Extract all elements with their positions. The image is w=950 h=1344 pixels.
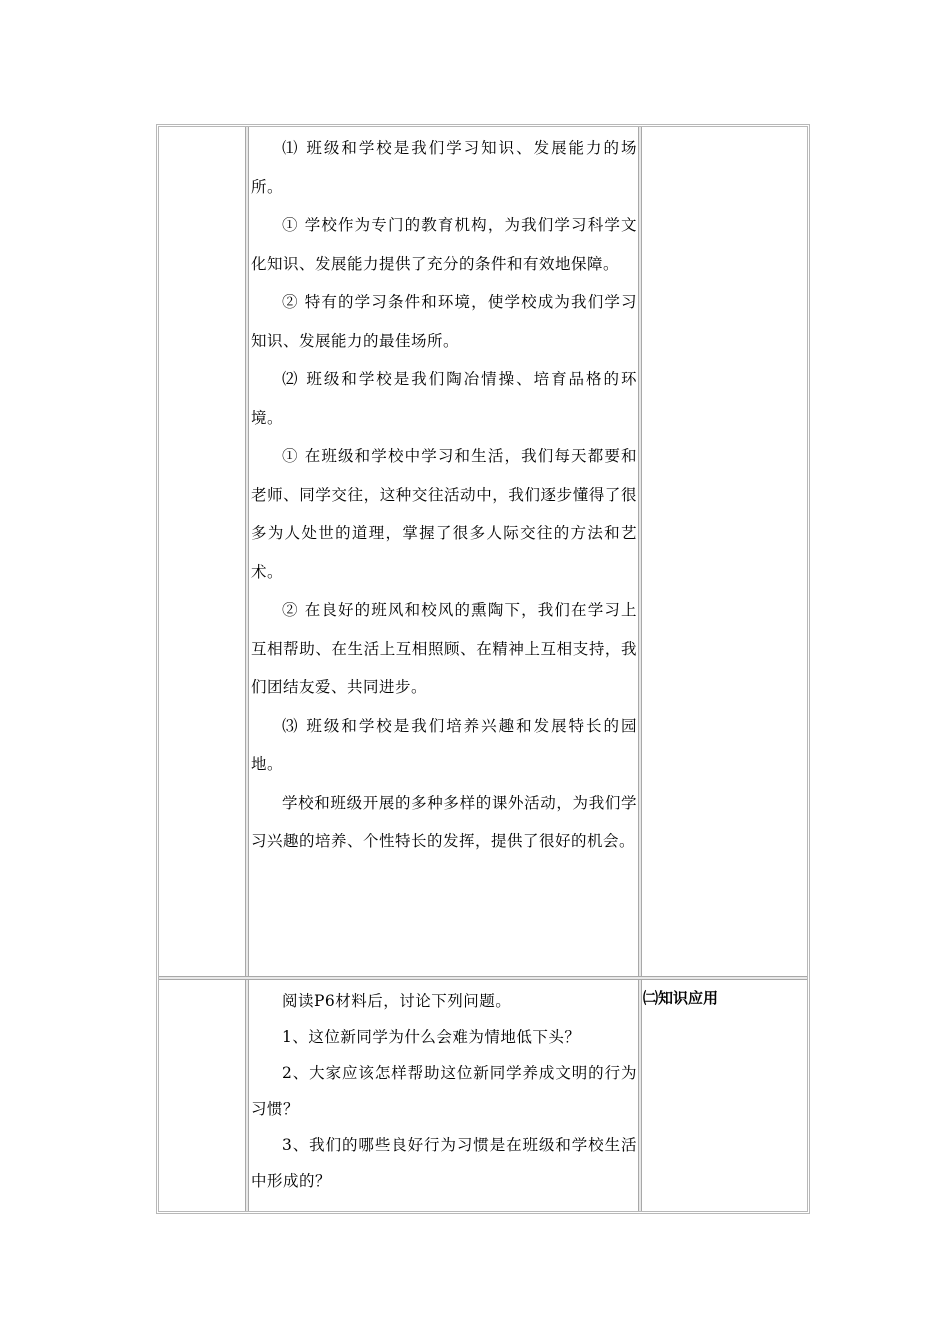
- paragraph: ⑵ 班级和学校是我们陶冶情操、培育品格的环境。: [251, 370, 637, 427]
- paragraph: 1、这位新同学为什么会难为情地低下头？: [282, 1028, 581, 1046]
- lesson-table: [156, 124, 810, 1214]
- paragraph: 3、我们的哪些良好行为习惯是在班级和学校生活中形成的？: [251, 1136, 637, 1190]
- row1-side-cell: [643, 127, 807, 976]
- paragraph: ⑶ 班级和学校是我们培养兴趣和发展特长的园地。: [251, 716, 637, 773]
- row1-content-cell: [251, 129, 637, 974]
- paragraph: ⑴ 班级和学校是我们学习知识、发展能力的场所。: [251, 139, 637, 196]
- row1-left-cell: [159, 127, 245, 976]
- row2-content-cell: [251, 983, 637, 1211]
- paragraph: ① 在班级和学校中学习和生活，我们每天都要和老师、同学交往，这种交往活动中，我们逐步懂得了很多为人处世的道理，掌握了很多人际交往的方法和艺术。: [251, 447, 637, 581]
- paragraph: ② 在良好的班风和校风的熏陶下，我们在学习上互相帮助、在生活上互相照顾、在精神上互相支持，我们团结友爱、共同进步。: [251, 601, 637, 696]
- paragraph: ① 学校作为专门的教育机构，为我们学习科学文化知识、发展能力提供了充分的条件和有效地保障。: [251, 216, 637, 273]
- row-divider: [159, 976, 807, 980]
- column-divider-left: [245, 127, 249, 1211]
- column-divider-right: [638, 127, 642, 1211]
- paragraph: ② 特有的学习条件和环境，使学校成为我们学习知识、发展能力的最佳场所。: [251, 293, 637, 350]
- paragraph: 阅读P6材料后，讨论下列问题。: [282, 992, 512, 1010]
- section-heading: ㈡知识应用: [643, 989, 719, 1007]
- paragraph: 2、大家应该怎样帮助这位新同学养成文明的行为习惯？: [251, 1064, 637, 1118]
- row2-left-cell: [159, 980, 245, 1211]
- row2-side-cell: [643, 988, 807, 1208]
- paragraph: 学校和班级开展的多种多样的课外活动，为我们学习兴趣的培养、个性特长的发挥，提供了很好的机会。: [251, 793, 637, 850]
